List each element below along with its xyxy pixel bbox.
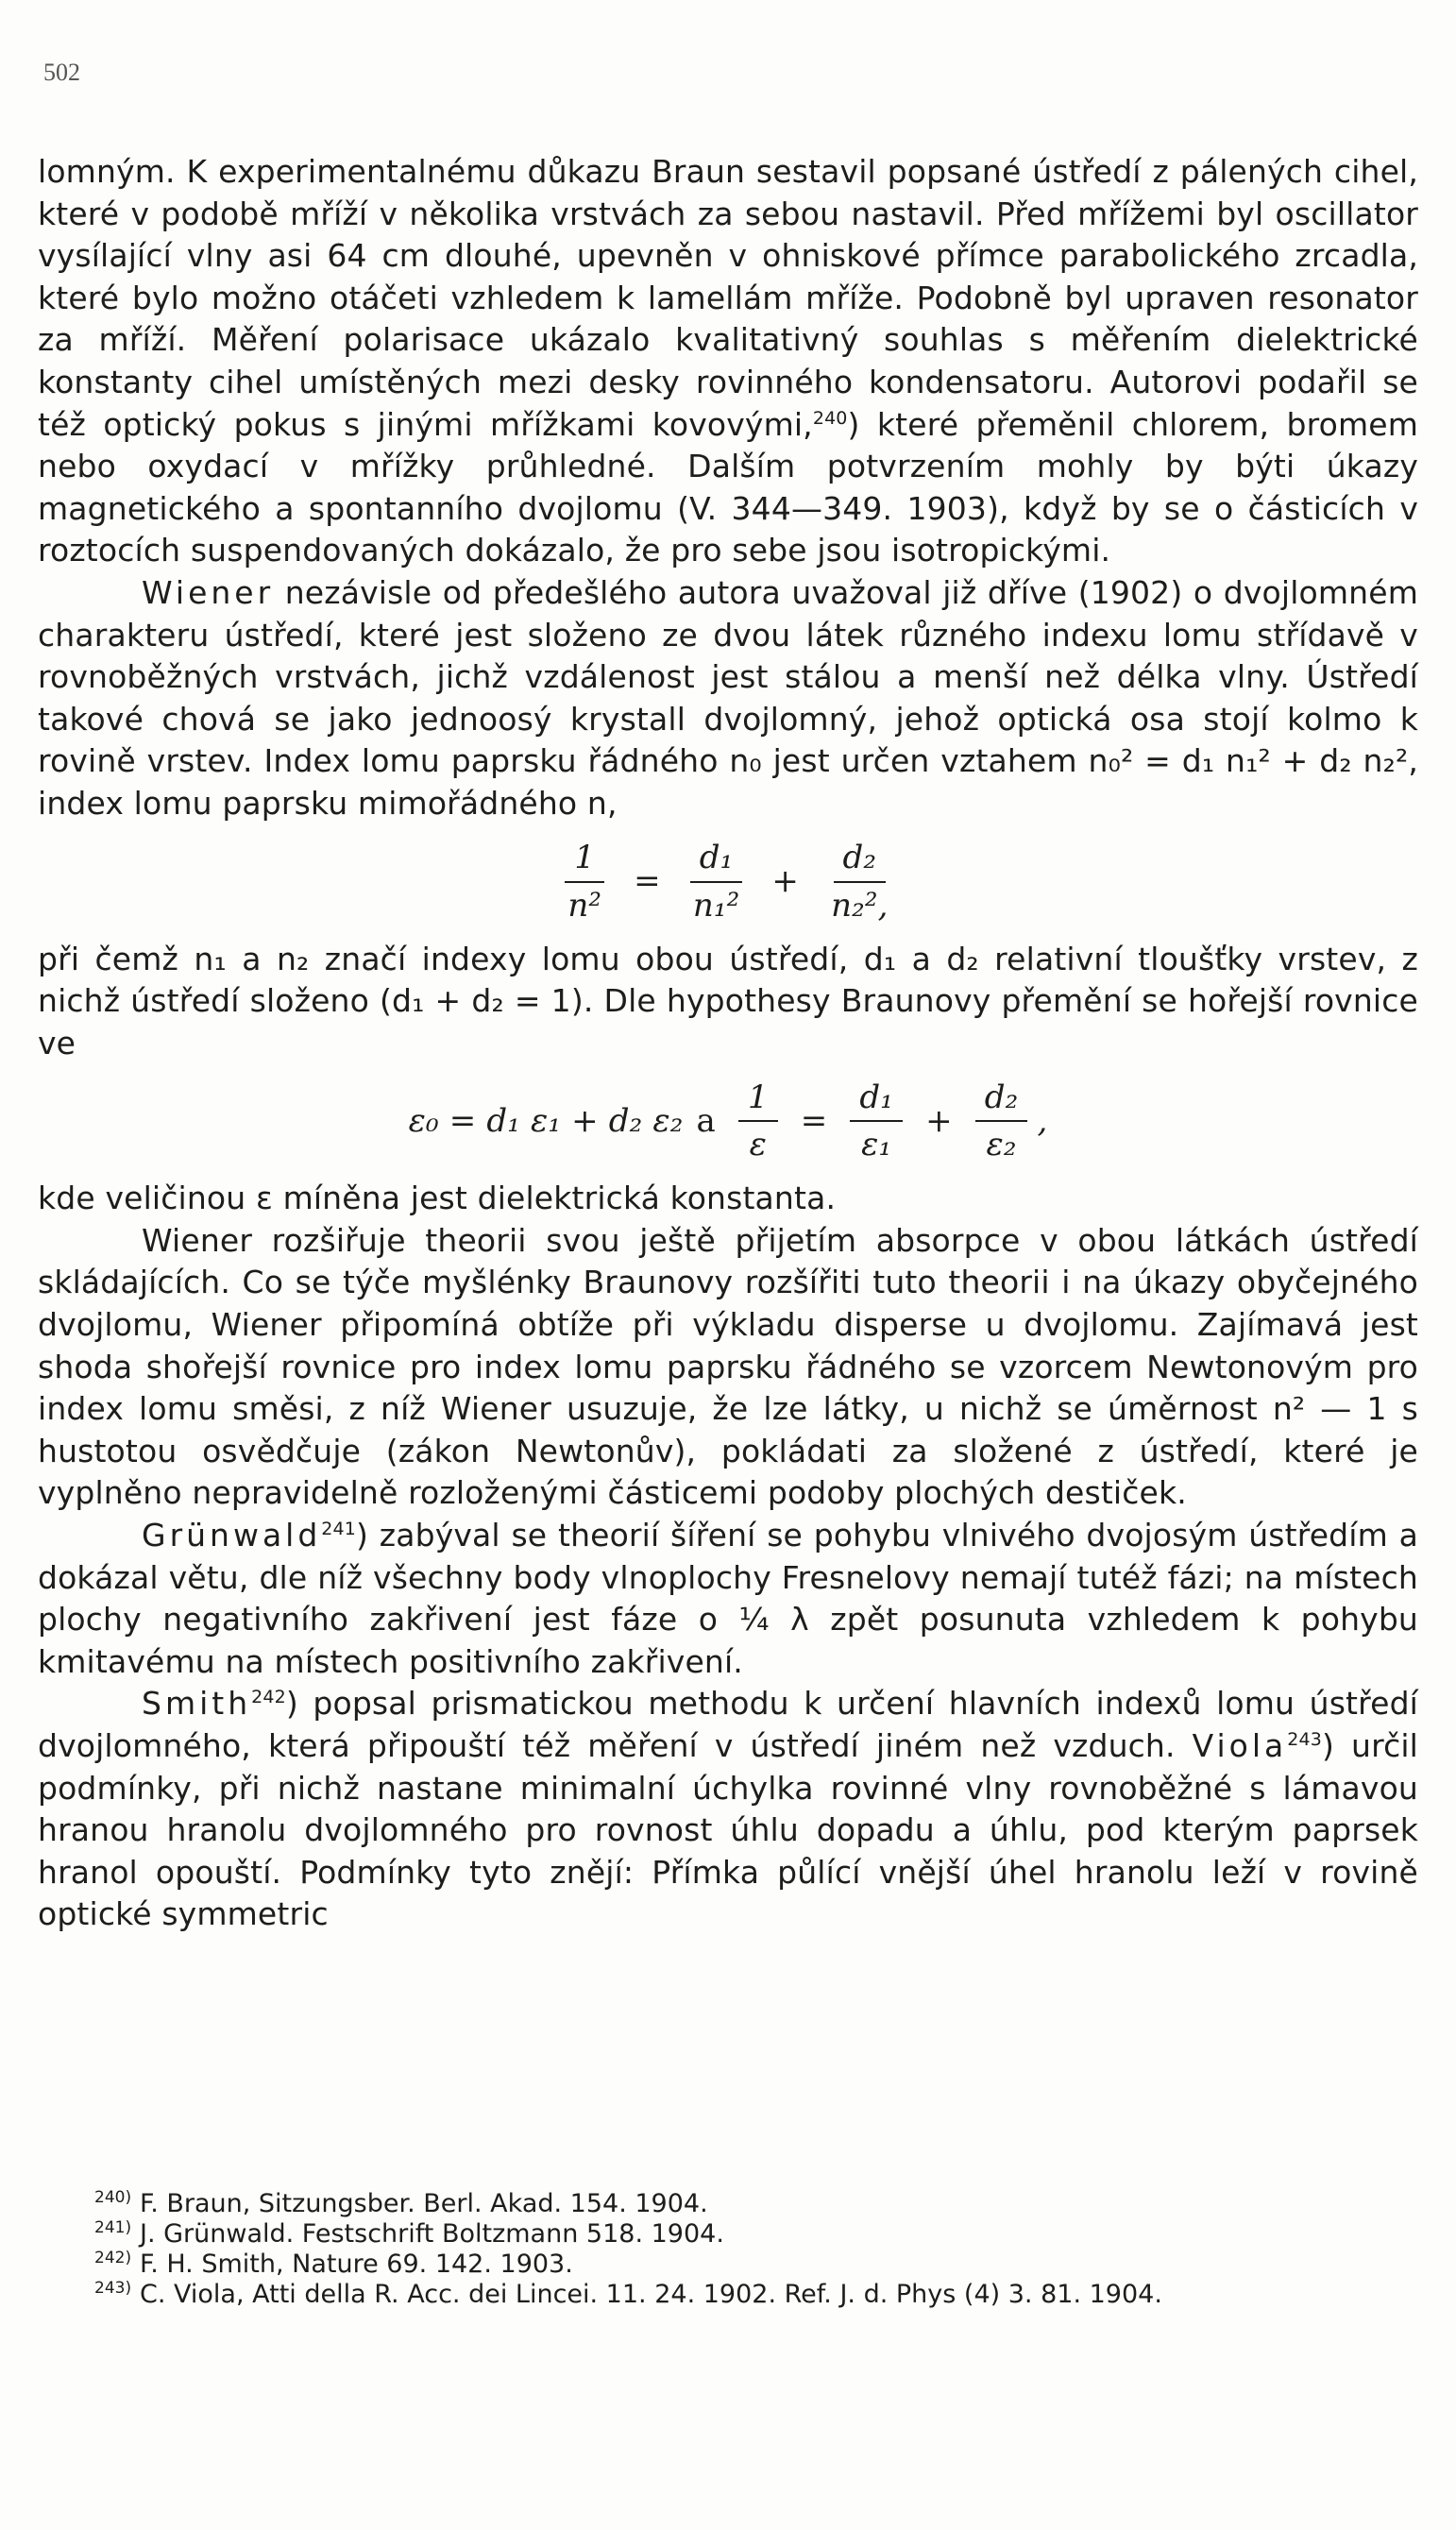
footnote-text: C. Viola, Atti della R. Acc. dei Lincei. 11. 24. 1902. Ref. J. d. Phys (4) 3. 81. 1904. bbox=[140, 2280, 1162, 2309]
paragraph-7-text-b: ) určil podmínky, při nichž nastane minimalní úchylka rovinné vlny rovnoběžné s lámavou hranou hranolu dvojlomného pro rovnost úhlu dopadu a úhlu, pod kterým paprsek hranol opouští. Podmínky tyto znějí: Přímka půlící vnější úhel hranolu leží v rovině optické symmetric bbox=[38, 1727, 1419, 1933]
formula-2-plus: + bbox=[925, 1101, 953, 1140]
paragraph-7 bbox=[38, 1683, 1418, 1936]
formula-2-f-den: ε bbox=[749, 1126, 768, 1164]
formula-2-t1-den: ε₁ bbox=[861, 1126, 892, 1164]
paragraph-7-text: ) popsal prismatickou methodu k určení hlavních indexů lomu ústředí dvojlomného, která připouští též měření v ústředí jiném než vzduch. bbox=[38, 1685, 1418, 1764]
formula-2-t2-num: d₂ bbox=[975, 1077, 1028, 1123]
paragraph-5: Wiener rozšiřuje theorii svou ještě přijetím absorpce v obou látkách ústředí skládajících. Co se týče myšlénky Braunovy rozšířiti tuto theorii i na úkazy obyčejného dvojlomu, Wiener připomíná obtíže při výkladu disperse u dvojlomu. Zajímavá jest shoda shořejší rovnice pro index lomu paprsku řádného se vzorcem Newtonovým pro index lomu směsi, z níž Wiener usuzuje, že lze látky, u nichž se úměrnost n² — 1 s hustotou osvědčuje (zákon Newtonův), pokládati za složené z ústředí, které je vyplněno nepravidelně rozloženými částicemi podoby plochých destiček. bbox=[38, 1221, 1418, 1512]
author-smith: Smith bbox=[142, 1685, 252, 1723]
footnote-ref-241: 241 bbox=[321, 1519, 357, 1540]
formula-2-lhs: ε₀ = d₁ ε₁ + d₂ ε₂ bbox=[408, 1101, 684, 1140]
footnotes bbox=[38, 2189, 1418, 2310]
formula-2-t1-num: d₁ bbox=[850, 1077, 903, 1123]
formula-1-t1-num: d₁ bbox=[690, 837, 743, 883]
footnote: 241) J. Grünwald. Festschrift Boltzmann 518. 1904. bbox=[94, 2218, 724, 2249]
formula-1-t1-den: n₁² bbox=[692, 886, 740, 925]
formula-1-term-2 bbox=[821, 837, 898, 926]
paragraph-2 bbox=[38, 572, 1418, 825]
paragraph-2-text: nezávisle od předešlého autora uvažoval již dříve (1902) o dvojlomném charakteru ústředí, které jest složeno ze dvou látek různého indexu lomu střídavě v rovnoběžných vrstvách, jichž vzdálenost jest stálou a menší než délka vlny. Ústředí takové chová se jako jednoosý krystall dvojlomný, jehož optická osa stojí kolmo k rovině vrstev. Index lomu paprsku řádného n₀ jest určen vztahem n₀² = d₁ n₁² + d₂ n₂², index lomu paprsku mimořádného n, bbox=[38, 573, 1418, 822]
footnote-ref-240: 240 bbox=[812, 407, 848, 429]
formula-2-t2-den: ε₂ bbox=[986, 1126, 1017, 1164]
formula-2-term-2 bbox=[975, 1077, 1028, 1166]
paragraph-6-text: ) zabýval se theorií šíření se pohybu vlnivého dvojosým ústředím a dokázal větu, dle níž všechny body vlnoplochy Fresnelovy nemají tutéž fázi; na místech plochy negativního zakřivení jest fáze o ¼ λ zpět posunuta vzhledem k pohybu kmitavému na místech positivního zakřivení. bbox=[38, 1517, 1418, 1680]
paragraph-1 bbox=[38, 151, 1418, 572]
formula-2-fraction bbox=[738, 1077, 778, 1166]
formula-1-equals: = bbox=[634, 862, 661, 901]
formula-1-lhs-den: n² bbox=[567, 886, 602, 925]
footnote: 240) F. Braun, Sitzungsber. Berl. Akad. 154. 1904. bbox=[94, 2188, 708, 2218]
formula-2-equals: = bbox=[800, 1101, 828, 1140]
footnote-text: F. H. Smith, Nature 69. 142. 1903. bbox=[140, 2250, 573, 2279]
formula-1-t2-num: d₂ bbox=[834, 837, 887, 883]
formula-2-term-1 bbox=[850, 1077, 903, 1166]
formula-1-lhs bbox=[558, 837, 611, 926]
footnote: 243) C. Viola, Atti della R. Acc. dei Lincei. 11. 24. 1902. Ref. J. d. Phys (4) 3. 81. 1904. bbox=[94, 2279, 1162, 2309]
formula-2-conjunction: a bbox=[696, 1101, 716, 1140]
formula-1-t2-den: n₂², bbox=[831, 886, 889, 925]
formula-2-f-num: 1 bbox=[738, 1077, 778, 1123]
footnote-text: J. Grünwald. Festschrift Boltzmann 518. 1904. bbox=[140, 2219, 724, 2249]
footnote-ref-242: 242 bbox=[251, 1687, 286, 1708]
formula-1-term-1 bbox=[684, 837, 750, 926]
formula-2 bbox=[38, 1068, 1418, 1174]
author-grunwald: Grünwald bbox=[142, 1517, 322, 1554]
page-number: 502 bbox=[43, 59, 80, 86]
author-viola: Viola bbox=[1192, 1727, 1288, 1764]
formula-1 bbox=[38, 829, 1418, 935]
author-wiener: Wiener bbox=[142, 573, 275, 611]
formula-2-comma: , bbox=[1037, 1101, 1048, 1140]
paragraph-6 bbox=[38, 1515, 1418, 1683]
footnote-text: F. Braun, Sitzungsber. Berl. Akad. 154. 1904. bbox=[140, 2189, 708, 2218]
footnote-ref-243: 243 bbox=[1287, 1729, 1322, 1750]
paragraph-3: při čemž n₁ a n₂ značí indexy lomu obou ústředí, d₁ a d₂ relativní tloušťky vrstev, z nichž ústředí složeno (d₁ + d₂ = 1). Dle hypothesy Braunovy přemění se hořejší rovnice ve bbox=[38, 940, 1418, 1061]
paragraph-1-tail: ) které přeměnil chlorem, bromem nebo oxydací v mřížky průhledné. Dalším potvrzením mohly by býti úkazy magnetického a spontanního dvojlomu (V. 344—349. 1903), když by se o částicích v roztocích suspendovaných dokázalo, že pro sebe jsou isotropickými. bbox=[38, 405, 1418, 569]
footnote: 242) F. H. Smith, Nature 69. 142. 1903. bbox=[94, 2249, 573, 2279]
formula-1-lhs-num: 1 bbox=[565, 837, 604, 883]
formula-1-plus: + bbox=[771, 862, 800, 901]
body-text bbox=[38, 151, 1418, 1936]
paragraph-1-text: lomným. K experimentalnému důkazu Braun sestavil popsané ústředí z pálených cihel, které v podobě mříží v několika vrstvách za sebou nastavil. Před mřížemi byl oscillator vysílající vlny asi 64 cm dlouhé, upevněn v ohniskové přímce parabolického zrcadla, které bylo možno otáčeti vzhledem k lamellám mříže. Podobně byl upraven resonator za mříží. Měření polarisace ukázalo kvalitativný souhlas s měřením dielektrické konstanty cihel umístěných mezi desky rovinného kondensatoru. Autorovi podařil se též optický pokus s jinými mřížkami kovovými, bbox=[38, 153, 1418, 443]
paragraph-4: kde veličinou ε míněna jest dielektrická konstanta. bbox=[38, 1180, 837, 1217]
